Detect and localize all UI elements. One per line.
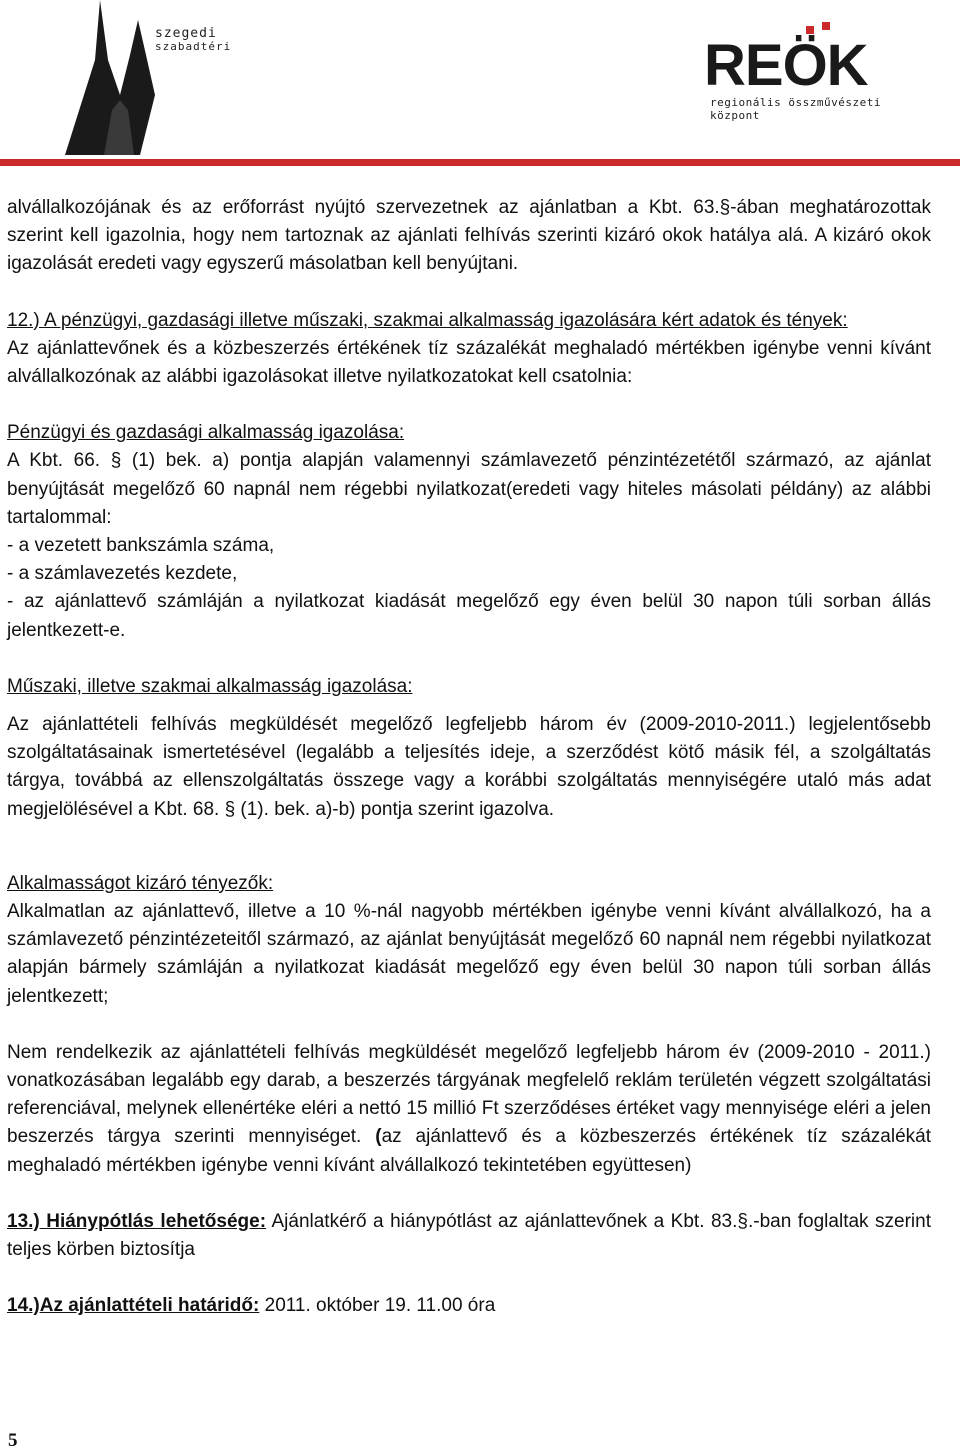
header-divider	[0, 159, 960, 166]
section-13	[7, 1208, 931, 1264]
technical-heading: Műszaki, illetve szakmai alkalmasság igazolása:	[7, 675, 413, 697]
section-13-text: Ajánlatkérő a hiánypótlást az ajánlattevőnek a Kbt. 83.§.-ban foglaltak szerint teljes körben biztosítja	[7, 1210, 932, 1261]
technical-text: Az ajánlattételi felhívás megküldését megelőző legfeljebb három év (2009-2010-2011.) legjelentősebb szolgáltatásainak ismertetésével (legalább a teljesítés ideje, a szerződést kötő másik fél, a szolgáltatás tárgya, továbbá az ellenszolgáltatás összege vagy a korábbi szolgáltatás mennyiségére utaló más adat megjelölésével a Kbt. 68. § (1). bek. a)-b) pontja szerint igazolva.	[7, 714, 931, 820]
right-logo-name: REÖK	[704, 33, 868, 98]
section-12-intro: Az ajánlattevőnek és a közbeszerzés értékének tíz százalékát meghaladó mértékben igénybe venni kívánt alvállalkozónak az alábbi igazolásokat illetve nyilatkozatokat kell csatolnia:	[7, 337, 931, 388]
financial-item: - a számlavezetés kezdete,	[7, 563, 238, 585]
right-logo-subtitle: regionális összművészeti központ	[710, 96, 881, 122]
paragraph-exclusion-proof: alvállalkozójának és az erőforrást nyújtó szervezetnek az ajánlatban a Kbt. 63.§-ában meghatározottak szerint kell igazolnia, hogy nem tartoznak az ajánlati felhívás szerinti kizáró okok hatálya alá. A kizáró okok igazolását eredeti vagy egyszerű másolatban kell benyújtani.	[7, 197, 931, 275]
reok-logo	[700, 20, 910, 120]
exclusion-text-2a: Nem rendelkezik az ajánlattételi felhívás megküldését megelőző legfeljebb három év (2009-2010 - 2011.) vonatkozásában legalább egy darab, a beszerzés tárgyának megfelelő reklám területén végzett szolgáltatási referenciával, melynek ellenértéke eléri a nettó 15 millió Ft szerződéses értéket vagy mennyisége eléri a jelen beszerzés tárgya szerinti mennyiséget.	[7, 1041, 931, 1148]
exclusion-text-2	[7, 1039, 931, 1180]
exclusion-text-2b: (	[375, 1126, 382, 1148]
section-13-heading: 13.) Hiánypótlás lehetősége:	[7, 1210, 267, 1232]
financial-heading: Pénzügyi és gazdasági alkalmasság igazolása:	[7, 422, 405, 444]
page-number: 5	[8, 1430, 18, 1451]
section-14	[7, 1292, 931, 1320]
section-14-text: 2011. október 19. 11.00 óra	[259, 1295, 496, 1317]
exclusion-text-1: Alkalmatlan az ajánlattevő, illetve a 10 %-nál nagyobb mértékben igénybe venni kívánt alvállalkozó, ha a számlavezető pénzintézeteitől származó, az ajánlat benyújtását megelőző 60 napnál nem régebbi nyilatkozat alapján bármely számláján a nyilatkozat kiadását megelőző egy éven belül 30 napon túli sorban állás jelentkezett;	[7, 901, 931, 1007]
financial-item: - az ajánlattevő számláján a nyilatkozat kiadását megelőző egy éven belül 30 napon túli sorban állás jelentkezett-e.	[7, 591, 931, 641]
exclusion-text-2c: az ajánlattevő és a közbeszerzés értékének tíz százalékát meghaladó mértékben igénybe venni kívánt alvállalkozó tekintetében együttesen)	[7, 1126, 931, 1176]
section-14-heading: 14.)Az ajánlattételi határidő:	[7, 1295, 260, 1317]
exclusion-heading: Alkalmasságot kizáró tényezők:	[7, 872, 274, 894]
page-header	[0, 0, 960, 170]
szegedi-szabadteri-logo	[60, 0, 230, 160]
financial-item: - a vezetett bankszámla száma,	[7, 535, 275, 557]
left-logo-line2: szabadtéri	[155, 40, 232, 53]
left-logo-line1: szegedi	[155, 26, 217, 41]
cathedral-icon	[60, 0, 230, 160]
financial-text: A Kbt. 66. § (1) bek. a) pontja alapján valamennyi számlavezető pénzintézetétől származó, az ajánlat benyújtását megelőző 60 napnál nem régebbi nyilatkozat(eredeti vagy hiteles másolati példány) az alábbi tartalommal:	[7, 450, 931, 528]
document-body	[7, 194, 931, 1321]
section-12-heading: 12.) A pénzügyi, gazdasági illetve műszaki, szakmai alkalmasság igazolására kért adatok és tények:	[7, 309, 848, 331]
